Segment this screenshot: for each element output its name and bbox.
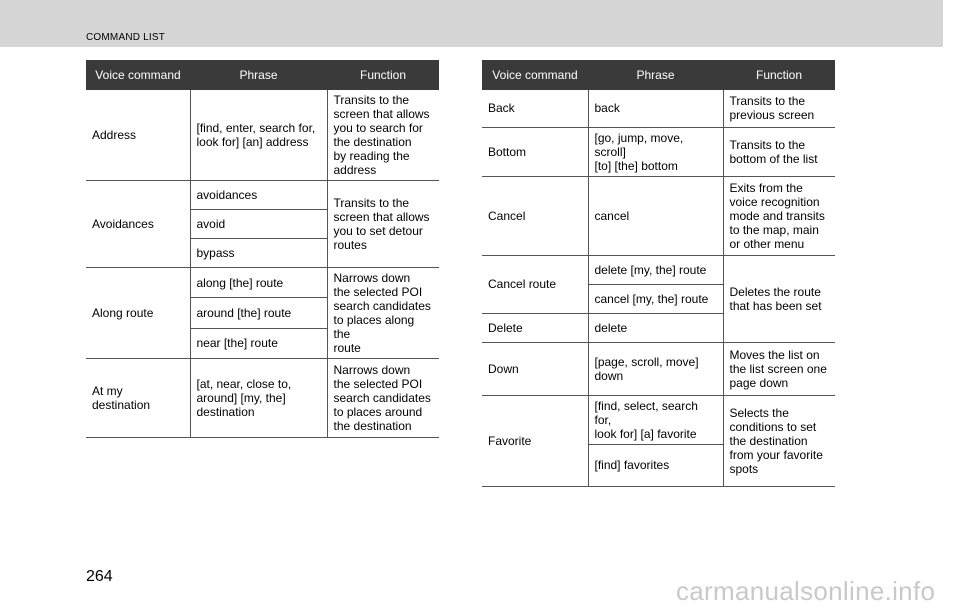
phrase-cell: avoidances <box>190 181 327 210</box>
function-cell: Transits to the screen that allows you to set detour routes <box>327 181 439 268</box>
voice-command-cell: Along route <box>86 268 190 359</box>
phrase-cell: avoid <box>190 210 327 239</box>
phrase-cell: cancel <box>588 176 723 255</box>
phrase-cell: along [the] route <box>190 268 327 298</box>
table-row <box>482 395 835 444</box>
column-header-phrase: Phrase <box>190 60 327 90</box>
function-cell: Transits to the previous screen <box>723 90 835 127</box>
watermark: carmanualsonline.info <box>676 576 936 606</box>
phrase-cell: [find, enter, search for, look for] [an] address <box>190 90 327 181</box>
phrase-cell: [find, select, search for, look for] [a] favorite <box>588 395 723 444</box>
function-cell: Narrows down the selected POI search candidates to places along the route <box>327 268 439 359</box>
page-number: 264 <box>86 568 113 585</box>
column-header-function: Function <box>327 60 439 90</box>
page-header-title: COMMAND LIST <box>86 32 166 43</box>
table-header-row <box>86 60 439 90</box>
phrase-cell: near [the] route <box>190 328 327 358</box>
voice-command-cell: Back <box>482 90 588 127</box>
function-cell: Narrows down the selected POI search candidates to places around the destination <box>327 359 439 438</box>
voice-command-cell: Delete <box>482 313 588 342</box>
phrase-cell: back <box>588 90 723 127</box>
table-row <box>86 268 439 298</box>
voice-command-cell: Cancel <box>482 176 588 255</box>
voice-command-cell: Bottom <box>482 127 588 176</box>
phrase-cell: bypass <box>190 239 327 268</box>
phrase-cell: cancel [my, the] route <box>588 284 723 313</box>
voice-command-cell: Favorite <box>482 395 588 486</box>
voice-command-cell: Address <box>86 90 190 181</box>
table-row <box>86 90 439 181</box>
table-row <box>482 176 835 255</box>
phrase-cell: delete <box>588 313 723 342</box>
column-header-voice-command: Voice command <box>482 60 588 90</box>
column-header-function: Function <box>723 60 835 90</box>
table-row <box>482 90 835 127</box>
phrase-cell: [go, jump, move, scroll] [to] [the] bottom <box>588 127 723 176</box>
table-row <box>482 255 835 284</box>
voice-command-cell: Down <box>482 342 588 395</box>
voice-command-cell: At my destination <box>86 359 190 438</box>
phrase-cell: around [the] route <box>190 298 327 328</box>
function-cell: Transits to the bottom of the list <box>723 127 835 176</box>
function-cell: Deletes the route that has been set <box>723 255 835 342</box>
command-table-left <box>86 60 439 438</box>
table-row <box>482 342 835 395</box>
function-cell: Moves the list on the list screen one page down <box>723 342 835 395</box>
table-row <box>86 181 439 210</box>
voice-command-cell: Cancel route <box>482 255 588 313</box>
column-header-voice-command: Voice command <box>86 60 190 90</box>
phrase-cell: [find] favorites <box>588 444 723 486</box>
function-cell: Exits from the voice recognition mode and transits to the map, main or other menu <box>723 176 835 255</box>
table-row <box>86 359 439 438</box>
table-row <box>482 127 835 176</box>
table-header-row <box>482 60 835 90</box>
phrase-cell: [at, near, close to, around] [my, the] destination <box>190 359 327 438</box>
function-cell: Selects the conditions to set the destination from your favorite spots <box>723 395 835 486</box>
phrase-cell: delete [my, the] route <box>588 255 723 284</box>
column-header-phrase: Phrase <box>588 60 723 90</box>
function-cell: Transits to the screen that allows you to search for the destination by reading the address <box>327 90 439 181</box>
phrase-cell: [page, scroll, move] down <box>588 342 723 395</box>
voice-command-cell: Avoidances <box>86 181 190 268</box>
command-table-right <box>482 60 835 487</box>
